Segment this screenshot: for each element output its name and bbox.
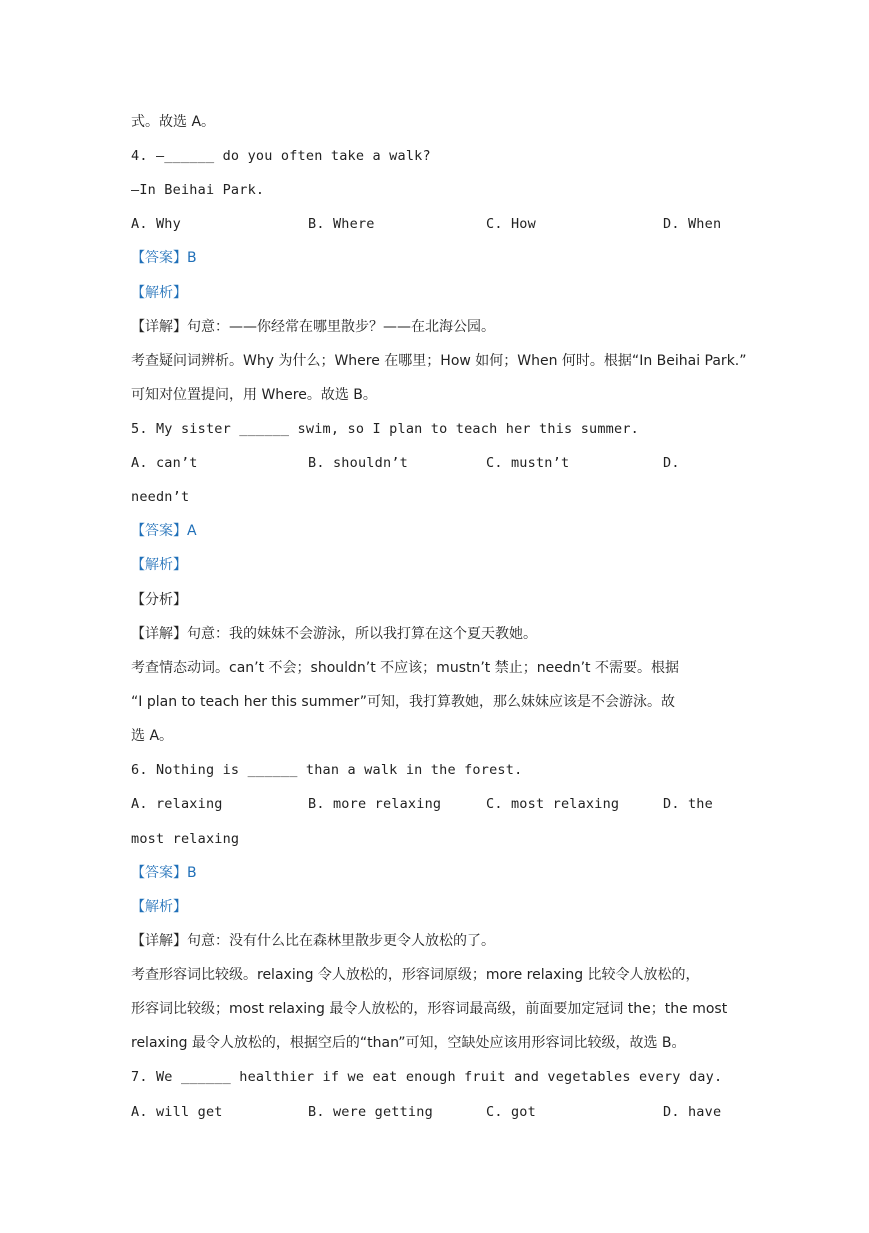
option-d: D. the: [663, 796, 713, 812]
question-6: 6. Nothing is ______ than a walk in the forest.: [131, 762, 523, 778]
explanation-line: 可知对位置提问，用 Where。故选 B。: [131, 387, 377, 403]
option-c: C. got: [486, 1104, 536, 1120]
question-6-options: [131, 793, 741, 815]
analysis-section-label: 【分析】: [131, 592, 187, 608]
question-4-reply: —In Beihai Park.: [131, 182, 265, 198]
explanation-line: 【详解】句意：我的妹妹不会游泳，所以我打算在这个夏天教她。: [131, 626, 537, 642]
continuation-line: 式。故选 A。: [131, 114, 216, 130]
question-5: 5. My sister ______ swim, so I plan to teach her this summer.: [131, 421, 639, 437]
analysis-label: 【解析】: [131, 285, 187, 301]
question-7: 7. We ______ healthier if we eat enough fruit and vegetables every day.: [131, 1069, 723, 1085]
option-d: D.: [663, 455, 680, 471]
option-a: A. Why: [131, 216, 181, 232]
explanation-line: 【详解】句意：没有什么比在森林里散步更令人放松的了。: [131, 933, 495, 949]
explanation-line: relaxing 最令人放松的，根据空后的“than”可知，空缺处应该用形容词比较级，故选 B。: [131, 1035, 686, 1051]
analysis-label: 【解析】: [131, 899, 187, 915]
option-d: D. have: [663, 1104, 722, 1120]
explanation-line: 形容词比较级；most relaxing 最令人放松的，形容词最高级，前面要加定冠词 the；the most: [131, 1001, 728, 1017]
explanation-line: 考查情态动词。can’t 不会；shouldn’t 不应该；mustn’t 禁止；needn’t 不需要。根据: [131, 660, 679, 676]
explanation-line: 【详解】句意：——你经常在哪里散步？——在北海公园。: [131, 319, 495, 335]
explanation-line: “I plan to teach her this summer”可知，我打算教她，那么妹妹应该是不会游泳。故: [131, 694, 676, 710]
question-5-options: [131, 452, 741, 474]
answer-label: 【答案】A: [131, 523, 197, 539]
option-d: D. When: [663, 216, 722, 232]
explanation-line: 考查疑问词辨析。Why 为什么；Where 在哪里；How 如何；When 何时。根据“In Beihai Park.”: [131, 353, 747, 369]
option-d-continuation: needn’t: [131, 489, 190, 505]
option-b: B. Where: [308, 216, 375, 232]
explanation-line: 选 A。: [131, 728, 174, 744]
option-a: A. can’t: [131, 455, 198, 471]
answer-label: 【答案】B: [131, 250, 197, 266]
question-4-options: [131, 213, 741, 235]
option-b: B. were getting: [308, 1104, 433, 1120]
option-c: C. most relaxing: [486, 796, 620, 812]
option-a: A. relaxing: [131, 796, 223, 812]
question-4: 4. —______ do you often take a walk?: [131, 148, 431, 164]
explanation-line: 考查形容词比较级。relaxing 令人放松的，形容词原级；more relaxing 比较令人放松的，: [131, 967, 700, 983]
option-b: B. shouldn’t: [308, 455, 408, 471]
option-d-continuation: most relaxing: [131, 831, 240, 847]
question-7-options: [131, 1101, 741, 1123]
option-b: B. more relaxing: [308, 796, 442, 812]
option-c: C. How: [486, 216, 536, 232]
answer-label: 【答案】B: [131, 865, 197, 881]
option-a: A. will get: [131, 1104, 223, 1120]
option-c: C. mustn’t: [486, 455, 570, 471]
analysis-label: 【解析】: [131, 557, 187, 573]
